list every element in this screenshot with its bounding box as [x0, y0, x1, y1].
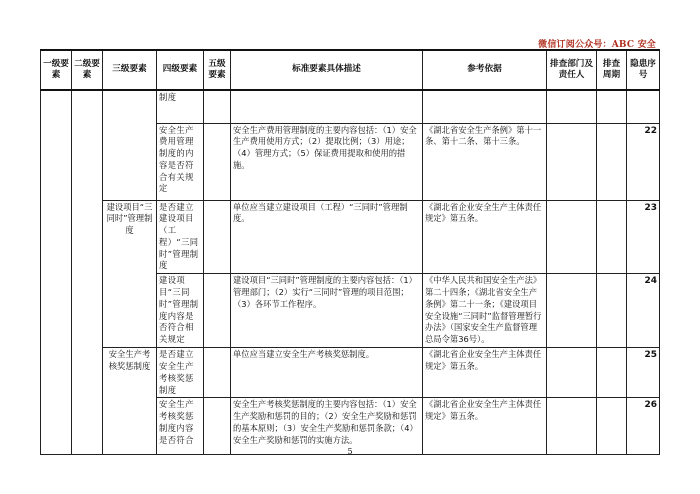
description-cell: 安全生产考核奖惩制度的主要内容包括：（1）安全生产奖励和惩罚的目的；（2）安全生产奖励和惩罚的基本原则；（3）安全生产奖励和惩罚条款；（4）安全生产奖励和惩罚的实施方法。 — [231, 398, 423, 455]
description-cell: 单位应当建立安全生产考核奖惩制度。 — [231, 348, 423, 398]
department-cell — [547, 274, 597, 348]
department-cell — [547, 200, 597, 274]
header-level3: 三级要素 — [103, 50, 157, 90]
description-cell — [231, 90, 423, 123]
reference-cell: 《湖北省企业安全生产主体责任规定》第五条。 — [423, 398, 547, 455]
reference-cell: 《湖北省安全生产条例》第十一条、第十二条、第十三条。 — [423, 123, 547, 200]
level4-cell: 安全生产考核奖惩制度内容是否符合 — [157, 398, 204, 455]
header-cycle: 排查周期 — [597, 50, 627, 90]
description-cell: 安全生产费用管理制度的主要内容包括：（1）安全生产费用使用方式；（2）提取比例；（3）用途；（4）管理方式；（5）保证费用提取和使用的措施。 — [231, 123, 423, 200]
header-department: 排查部门及责任人 — [547, 50, 597, 90]
cycle-cell — [597, 348, 627, 398]
level3-cell: 安全生产考核奖惩制度 — [103, 348, 157, 455]
level3-cell — [103, 90, 157, 200]
reference-cell — [423, 90, 547, 123]
cycle-cell — [597, 123, 627, 200]
hazard-number-cell: 25 — [627, 348, 660, 398]
description-cell: 建设项目“三同时”管理制度的主要内容包括：（1）管理部门；（2）实行“三同时”管理的项目范围；（3）各环节工作程序。 — [231, 274, 423, 348]
level2-cell — [72, 90, 103, 455]
reference-cell: 《湖北省企业安全生产主体责任规定》第五条。 — [423, 348, 547, 398]
table-row — [41, 90, 660, 123]
level4-cell: 安全生产费用管理制度的内容是否符合有关规定 — [157, 123, 204, 200]
cycle-cell — [597, 200, 627, 274]
hazard-number-cell: 23 — [627, 200, 660, 274]
header-level1: 一级要素 — [41, 50, 72, 90]
header-hazard-number: 隐患序号 — [627, 50, 660, 90]
level5-cell — [204, 200, 231, 274]
hazard-number-cell: 22 — [627, 123, 660, 200]
cycle-cell — [597, 274, 627, 348]
hazard-number-cell: 24 — [627, 274, 660, 348]
header-level5: 五级要素 — [204, 50, 231, 90]
page-number: 5 — [347, 447, 353, 456]
level3-cell: 建设项目“三同时”管理制度 — [103, 200, 157, 348]
table-row — [41, 200, 660, 274]
department-cell — [547, 90, 597, 123]
level4-cell: 建设项目“三同时”管理制度内容是否符合相关规定 — [157, 274, 204, 348]
description-cell: 单位应当建立建设项目（工程）“三同时”管理制度。 — [231, 200, 423, 274]
department-cell — [547, 123, 597, 200]
header-level4: 四级要素 — [157, 50, 204, 90]
level4-cell: 是否建立建设项目（工程）“三同时”管理制度 — [157, 200, 204, 274]
level5-cell — [204, 274, 231, 348]
department-cell — [547, 348, 597, 398]
hazard-number-cell: 26 — [627, 398, 660, 455]
level1-cell — [41, 90, 72, 455]
header-row — [41, 50, 660, 90]
level4-cell: 是否建立安全生产考核奖惩制度 — [157, 348, 204, 398]
reference-cell: 《湖北省企业安全生产主体责任规定》第五条。 — [423, 200, 547, 274]
header-description: 标准要素具体描述 — [231, 50, 423, 90]
header-reference: 参考依据 — [423, 50, 547, 90]
cycle-cell — [597, 90, 627, 123]
level5-cell — [204, 123, 231, 200]
level5-cell — [204, 90, 231, 123]
header-level2: 二级要素 — [72, 50, 103, 90]
level5-cell — [204, 348, 231, 398]
watermark-text: 微信订阅公众号：ABC 安全 — [538, 40, 656, 50]
level4-cell: 制度 — [157, 90, 204, 123]
inspection-table — [40, 49, 660, 455]
table-row — [41, 348, 660, 398]
hazard-number-cell — [627, 90, 660, 123]
reference-cell: 《中华人民共和国安全生产法》第二十四条；《湖北省安全生产条例》第二十一条；《建设项目安全设施“三同时”监督管理暂行办法》（国家安全生产监督管理总局令第36号）。 — [423, 274, 547, 348]
